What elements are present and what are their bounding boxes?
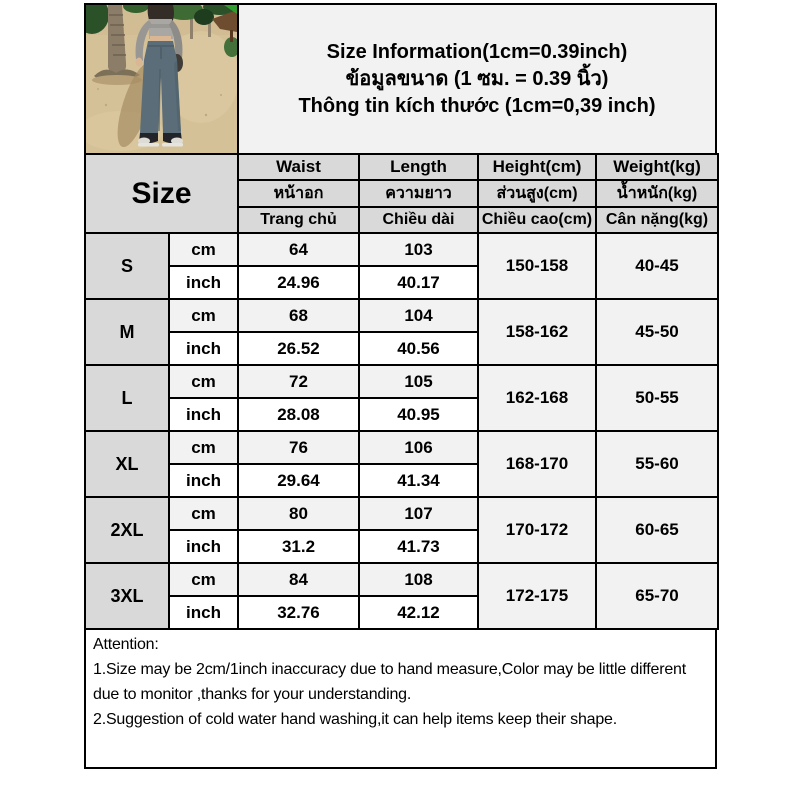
attention-note-2: 2.Suggestion of cold water hand washing,it can help items keep their shape. bbox=[93, 711, 618, 728]
length-cm-value: 108 bbox=[359, 563, 478, 596]
weight-range: 50-55 bbox=[596, 365, 718, 431]
size-cell: XL bbox=[85, 431, 169, 497]
waist-inch-value: 32.76 bbox=[238, 596, 359, 629]
height-header-en: Height(cm) bbox=[478, 154, 596, 180]
waist-inch-value: 24.96 bbox=[238, 266, 359, 299]
waist-header-vi: Trang chủ bbox=[238, 207, 359, 233]
title-english: Size Information(1cm=0.39inch) bbox=[326, 40, 628, 63]
height-range: 170-172 bbox=[478, 497, 596, 563]
height-range: 162-168 bbox=[478, 365, 596, 431]
unit-cm-label: cm bbox=[169, 563, 238, 596]
height-header-vi: Chiều cao(cm) bbox=[478, 207, 596, 233]
weight-header-vi: Cân nặng(kg) bbox=[596, 207, 718, 233]
height-range: 150-158 bbox=[478, 233, 596, 299]
waist-inch-value: 29.64 bbox=[238, 464, 359, 497]
length-header-th: ความยาว bbox=[359, 180, 478, 207]
size-cell: M bbox=[85, 299, 169, 365]
height-range: 168-170 bbox=[478, 431, 596, 497]
waist-cm-value: 72 bbox=[238, 365, 359, 398]
length-header-en: Length bbox=[359, 154, 478, 180]
table-row-2xl-cm bbox=[85, 497, 718, 530]
green-corner-accent bbox=[224, 5, 237, 14]
size-cell: 2XL bbox=[85, 497, 169, 563]
length-inch-value: 41.34 bbox=[359, 464, 478, 497]
unit-inch-label: inch bbox=[169, 398, 238, 431]
weight-range: 60-65 bbox=[596, 497, 718, 563]
attention-box bbox=[84, 628, 717, 769]
table-row-s-cm bbox=[85, 233, 718, 266]
size-info-title-block bbox=[239, 5, 715, 153]
title-vietnamese: Thông tin kích thước (1cm=0,39 inch) bbox=[298, 94, 656, 117]
size-table bbox=[84, 153, 719, 630]
attention-note-1: 1.Size may be 2cm/1inch inaccuracy due to hand measure,Color may be little different due to monitor ,thanks for your understanding. bbox=[93, 661, 686, 703]
length-cm-value: 106 bbox=[359, 431, 478, 464]
unit-inch-label: inch bbox=[169, 596, 238, 629]
length-inch-value: 40.95 bbox=[359, 398, 478, 431]
length-header-vi: Chiều dài bbox=[359, 207, 478, 233]
unit-cm-label: cm bbox=[169, 365, 238, 398]
attention-heading: Attention: bbox=[93, 636, 159, 653]
table-row-l-cm bbox=[85, 365, 718, 398]
table-row-3xl-cm bbox=[85, 563, 718, 596]
unit-cm-label: cm bbox=[169, 497, 238, 530]
unit-inch-label: inch bbox=[169, 266, 238, 299]
length-cm-value: 103 bbox=[359, 233, 478, 266]
unit-cm-label: cm bbox=[169, 233, 238, 266]
header-row bbox=[84, 3, 717, 155]
waist-cm-value: 64 bbox=[238, 233, 359, 266]
height-range: 158-162 bbox=[478, 299, 596, 365]
length-inch-value: 41.73 bbox=[359, 530, 478, 563]
size-cell: 3XL bbox=[85, 563, 169, 629]
table-row-m-cm bbox=[85, 299, 718, 332]
waist-header-en: Waist bbox=[238, 154, 359, 180]
length-inch-value: 40.17 bbox=[359, 266, 478, 299]
weight-range: 55-60 bbox=[596, 431, 718, 497]
waist-inch-value: 31.2 bbox=[238, 530, 359, 563]
size-cell: S bbox=[85, 233, 169, 299]
product-photo bbox=[86, 5, 239, 153]
waist-cm-value: 76 bbox=[238, 431, 359, 464]
table-row-xl-cm bbox=[85, 431, 718, 464]
weight-header-th: น้ำหนัก(kg) bbox=[596, 180, 718, 207]
length-inch-value: 42.12 bbox=[359, 596, 478, 629]
weight-range: 65-70 bbox=[596, 563, 718, 629]
weight-header-en: Weight(kg) bbox=[596, 154, 718, 180]
length-cm-value: 107 bbox=[359, 497, 478, 530]
waist-cm-value: 80 bbox=[238, 497, 359, 530]
height-header-th: ส่วนสูง(cm) bbox=[478, 180, 596, 207]
length-cm-value: 105 bbox=[359, 365, 478, 398]
header-row-en bbox=[85, 154, 718, 180]
waist-cm-value: 84 bbox=[238, 563, 359, 596]
size-info-sheet bbox=[84, 3, 717, 769]
height-range: 172-175 bbox=[478, 563, 596, 629]
waist-header-th: หน้าอก bbox=[238, 180, 359, 207]
unit-inch-label: inch bbox=[169, 332, 238, 365]
size-column-header: Size bbox=[85, 154, 238, 233]
weight-range: 40-45 bbox=[596, 233, 718, 299]
length-cm-value: 104 bbox=[359, 299, 478, 332]
unit-cm-label: cm bbox=[169, 299, 238, 332]
length-inch-value: 40.56 bbox=[359, 332, 478, 365]
size-cell: L bbox=[85, 365, 169, 431]
unit-cm-label: cm bbox=[169, 431, 238, 464]
weight-range: 45-50 bbox=[596, 299, 718, 365]
unit-inch-label: inch bbox=[169, 530, 238, 563]
title-thai: ข้อมูลขนาด (1 ซม. = 0.39 นิ้ว) bbox=[345, 67, 609, 90]
waist-inch-value: 26.52 bbox=[238, 332, 359, 365]
waist-inch-value: 28.08 bbox=[238, 398, 359, 431]
waist-cm-value: 68 bbox=[238, 299, 359, 332]
beach-photo-illustration bbox=[86, 5, 237, 153]
unit-inch-label: inch bbox=[169, 464, 238, 497]
